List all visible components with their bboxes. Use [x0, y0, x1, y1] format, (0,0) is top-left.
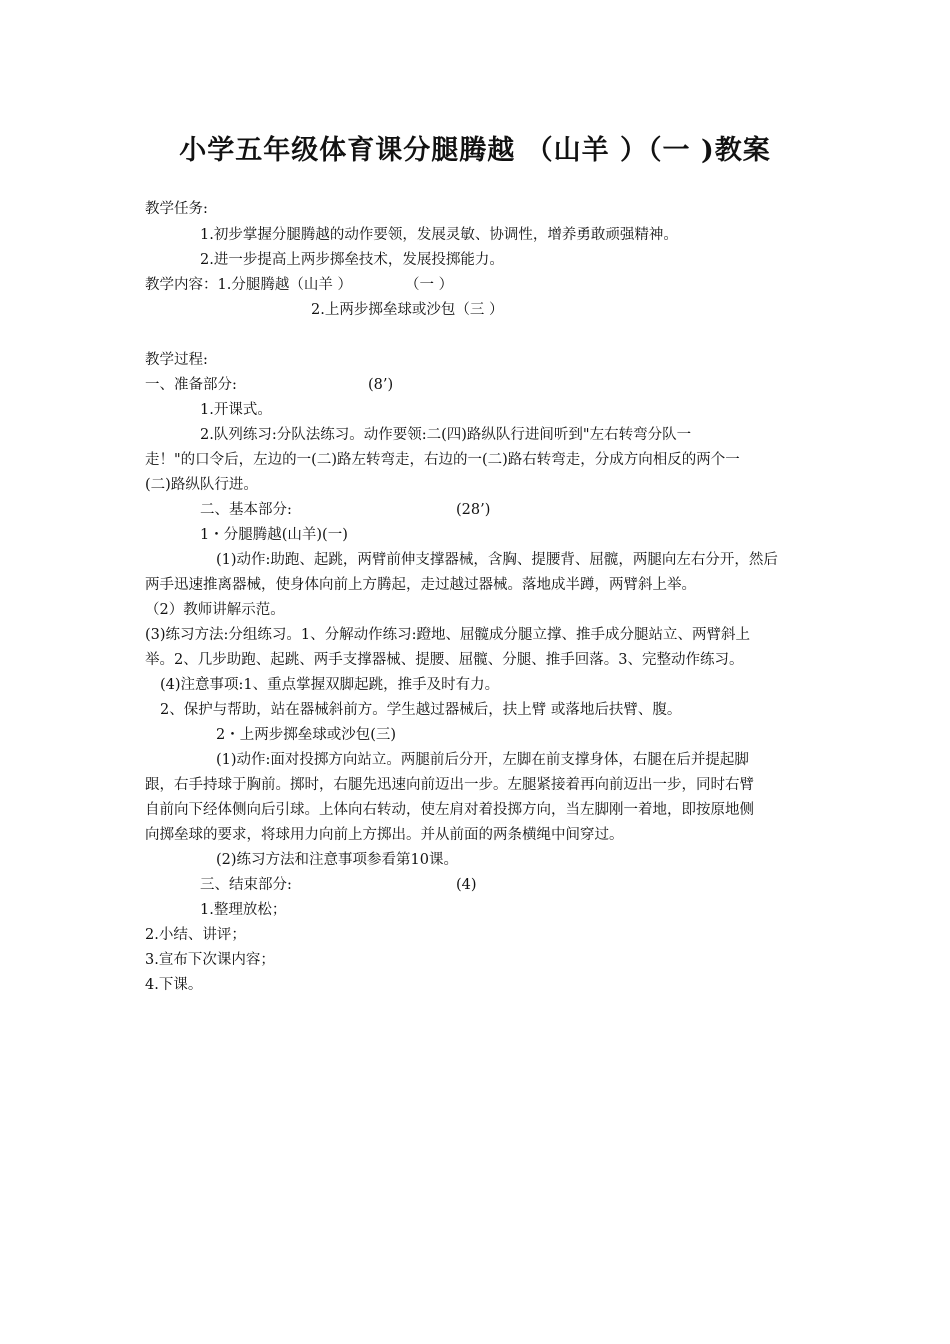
basic-sub2-action-line-4: 向掷垒球的要求，将球用力向前上方掷出。并从前面的两条横绳中间穿过。	[145, 827, 624, 843]
content-label-suffix: （一 ）	[405, 277, 454, 293]
prep-item-2-line-1: 2.队列练习:分队法练习。动作要领:二(四)路纵队行进间听到"左右转弯分队一	[200, 427, 692, 443]
task-item-1: 1.初步掌握分腿腾越的动作要领，发展灵敏、协调性，增养勇敢顽强精神。	[200, 227, 678, 243]
task-item-2: 2.进一步提高上两步掷垒技术，发展投掷能力。	[200, 252, 504, 268]
basic-sub1-method-line-2: 举。2、几步助跑、起跳、两手支撑器械、提腰、屈髋、分腿、推手回落。3、完整动作练习。	[145, 652, 744, 668]
basic-sub1-notes: (4)注意事项:1、重点掌握双脚起跳，推手及时有力。	[160, 677, 500, 693]
content-item-2: 2.上两步掷垒球或沙包（三 ）	[311, 302, 504, 318]
basic-sub2-action-line-3: 自前向下经体侧向后引球。上体向右转动，使左肩对着投掷方向，当左脚刚一着地，即按原地侧	[145, 802, 754, 818]
document-title: 小学五年级体育课分腿腾越 （山羊 ）（一 )教案	[179, 135, 771, 166]
end-item-2: 2.小结、讲评；	[145, 927, 246, 943]
prep-time: (8’)	[368, 377, 394, 393]
basic-sub2-method: (2)练习方法和注意事项参看第10课。	[216, 852, 458, 868]
end-time: (4)	[456, 877, 477, 893]
basic-sub1-protect: 2、保护与帮助，站在器械斜前方。学生越过器械后，扶上臂 或落地后扶臂、腹。	[160, 702, 682, 718]
end-item-4: 4.下课。	[145, 977, 203, 993]
basic-sub1-method-line-1: (3)练习方法:分组练习。1、分解动作练习:蹬地、屈髋成分腿立撑、推手成分腿站立、两臂斜上	[145, 627, 751, 643]
prep-heading: 一、准备部分:	[145, 377, 237, 393]
prep-item-2-line-2: 走！"的口令后，左边的一(二)路左转弯走，右边的一(二)路右转弯走，分成方向相反的两个一	[145, 452, 740, 468]
process-heading: 教学过程:	[145, 352, 208, 368]
task-heading: 教学任务:	[145, 201, 208, 217]
content-label: 教学内容：1.分腿腾越（山羊 ）	[145, 277, 352, 293]
basic-sub1-demo: （2）教师讲解示范。	[145, 602, 285, 618]
end-heading: 三、结束部分:	[200, 877, 292, 893]
basic-time: (28’)	[456, 502, 491, 518]
basic-heading: 二、基本部分:	[200, 502, 292, 518]
end-item-1: 1.整理放松；	[200, 902, 287, 918]
basic-sub1-heading: 1・分腿腾越(山羊)(一)	[200, 527, 348, 543]
basic-sub2-heading: 2・上两步掷垒球或沙包(三)	[216, 727, 397, 743]
prep-item-1: 1.开课式。	[200, 402, 272, 418]
prep-item-2-line-3: (二)路纵队行进。	[145, 477, 258, 493]
basic-sub2-action-line-1: (1)动作:面对投掷方向站立。两腿前后分开，左脚在前支撑身体，右腿在后并提起脚	[216, 752, 749, 768]
basic-sub1-action-line-1: (1)动作:助跑、起跳，两臂前伸支撑器械，含胸、提腰背、屈髋，两腿向左右分开，然后	[216, 552, 778, 568]
basic-sub2-action-line-2: 跟，右手持球于胸前。掷时，右腿先迅速向前迈出一步。左腿紧接着再向前迈出一步，同时右臂	[145, 777, 754, 793]
basic-sub1-action-line-2: 两手迅速推离器械，使身体向前上方腾起，走过越过器械。落地成半蹲，两臂斜上举。	[145, 577, 696, 593]
end-item-3: 3.宣布下次课内容；	[145, 952, 275, 968]
